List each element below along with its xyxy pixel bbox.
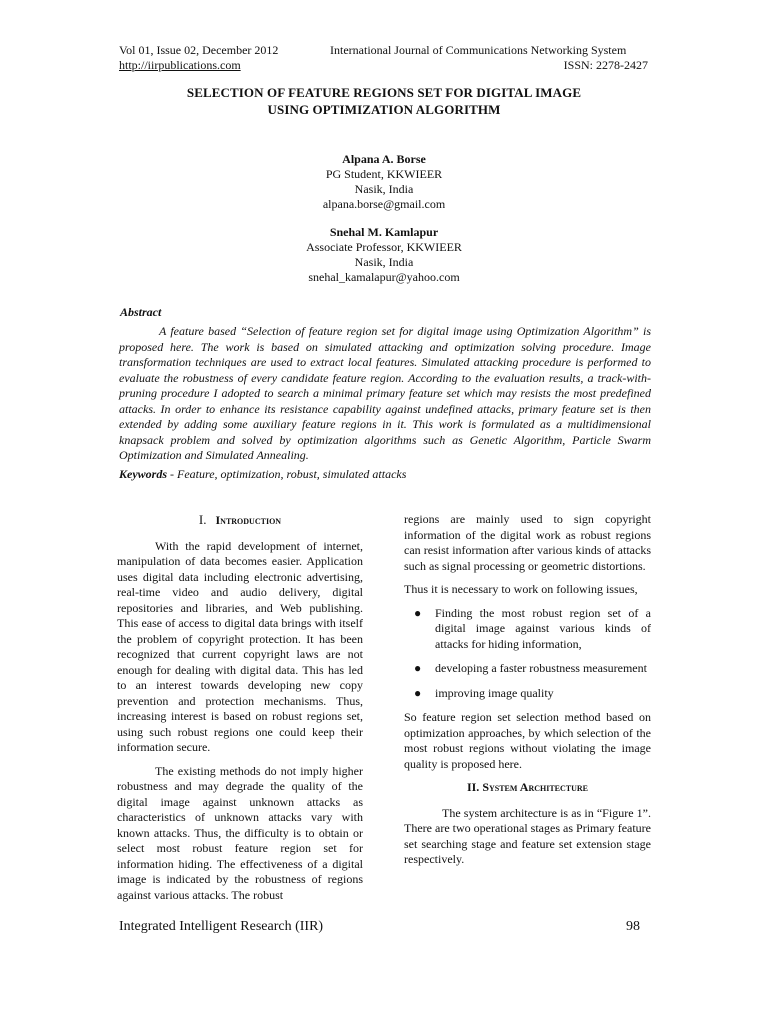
section-heading-introduction <box>117 512 363 529</box>
left-column <box>117 512 363 911</box>
journal-url[interactable]: http://iirpublications.com <box>119 58 241 72</box>
list-item: ● Finding the most robust region set of a digital image against various kinds of attacks for hiding information, <box>414 605 651 651</box>
paragraph: So feature region set selection method based on optimization approaches, by which selection of the most robust regions without violating the image quality is proposed here. <box>404 710 651 771</box>
right-column <box>404 512 651 876</box>
paper-title-line1: SELECTION OF FEATURE REGIONS SET FOR DIGITAL IMAGE <box>186 85 582 100</box>
paper-title-line2: USING OPTIMIZATION ALGORITHM <box>267 102 501 117</box>
journal-link[interactable] <box>119 58 241 73</box>
paragraph: The system architecture is as in “Figure 1”. There are two operational stages as Primary feature set searching stage and feature set extension stage respectively. <box>404 805 651 866</box>
paragraph: regions are mainly used to sign copyright information of the digital work as robust regions can resist information after various kinds of attacks such as signal processing or geometric distortions. <box>404 512 651 573</box>
issue-list <box>404 606 651 702</box>
keywords-label: Keywords <box>119 467 167 481</box>
paragraph: Thus it is necessary to work on following issues, <box>404 582 638 596</box>
author-position: PG Student, KKWIEER <box>325 167 443 181</box>
abstract-text: A feature based “Selection of feature region set for digital image using Optimization Algorithm” is proposed here. The work is based on simulated attacking and optimization solving procedure. Image transformation techniques are used to extract local features. Simulated attacking procedure is performed to evaluate the robustness of every candidate feature region. According to the evaluation results, a track-with-pruning procedure I adopted to search a minimal primary feature set which may resists the most predefined attacks. In order to enhance its resistance capability against undefined attacks, primary feature set is then extended by adding some auxiliary feature regions in it. This work is formulated as a multidimensional knapsack problem and solved by optimization algorithms such as Genetic Algorithm, Particle Swarm Optimization and Simulated Annealing. <box>119 324 651 462</box>
issn: ISSN: 2278-2427 <box>563 58 648 72</box>
section-title: System Architecture <box>482 780 589 794</box>
author-name: Snehal M. Kamlapur <box>329 225 439 239</box>
list-item: ● developing a faster robustness measurement <box>414 661 647 675</box>
author-position: Associate Professor, KKWIEER <box>306 240 462 254</box>
bullet-icon: ● <box>414 661 422 675</box>
volume-info: Vol 01, Issue 02, December 2012 <box>119 43 279 57</box>
section-number: I. <box>198 512 207 527</box>
bullet-icon: ● <box>414 685 422 700</box>
bullet-icon: ● <box>414 605 422 620</box>
abstract-heading: Abstract <box>120 305 162 319</box>
keywords-text: - Feature, optimization, robust, simulated attacks <box>167 467 407 481</box>
paper-title <box>0 84 768 118</box>
author-email: snehal_kamalapur@yahoo.com <box>308 270 460 284</box>
author-location: Nasik, India <box>354 182 414 196</box>
author-block-1 <box>0 152 768 212</box>
section-heading-system-architecture <box>404 780 651 796</box>
author-email: alpana.borse@gmail.com <box>322 197 446 211</box>
journal-name: International Journal of Communications Networking System <box>330 43 627 57</box>
page-number: 98 <box>626 919 640 934</box>
section-number: II. <box>466 780 480 794</box>
section-title: Introduction <box>215 513 282 527</box>
author-name: Alpana A. Borse <box>342 152 426 166</box>
paragraph: The existing methods do not imply higher robustness and may degrade the quality of the digital image against unknown attacks as characteristics of unknown attacks vary with known attacks. Thus, the difficulty is to obtain or select most robust feature region set for information hiding. The effectiveness of a digital image is indicated by the robustness of regions against various attacks. The robust <box>117 763 363 902</box>
list-item: ● improving image quality <box>414 685 554 700</box>
footer-publisher: Integrated Intelligent Research (IIR) <box>119 919 324 934</box>
keywords <box>119 467 659 482</box>
author-location: Nasik, India <box>354 255 414 269</box>
paragraph: With the rapid development of internet, manipulation of data becomes easier. Application uses digital data including electronic advertising, real-time video and audio delivery, digital repositories and libraries, and Web publishing. This ease of access to digital data brings with itself the problem of copyright protection. It has been recognized that current copyright laws are not enough for dealing with digital data. This has led to an interest towards developing new copy prevention and protection mechanisms. Thus, increasing interest is based on robust regions set, using such robust regions one could keep their information secure. <box>117 538 363 754</box>
abstract-body <box>119 324 651 464</box>
author-block-2 <box>0 225 768 285</box>
